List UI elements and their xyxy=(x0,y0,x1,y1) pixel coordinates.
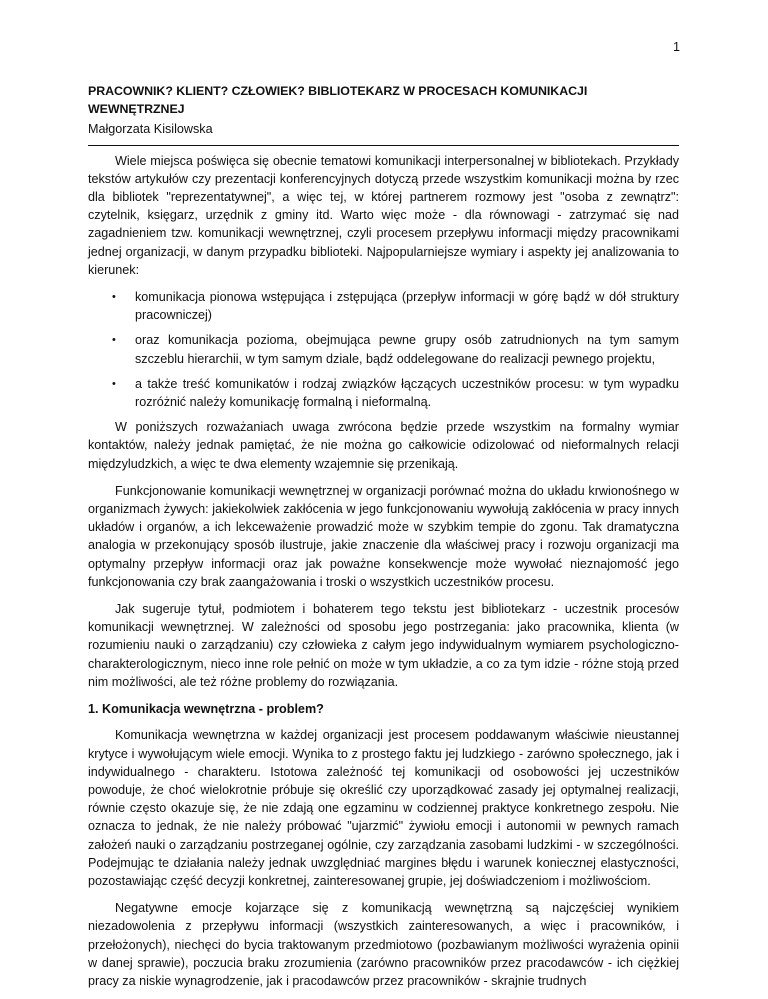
section-heading: 1. Komunikacja wewnętrzna - problem? xyxy=(88,702,324,717)
list-item-text: a także treść komunikatów i rodzaj związków łączących uczestników procesu: w tym wypadku rozróżnić należy komunikację formalną i nieformalną. xyxy=(135,376,679,410)
intro-paragraph: Wiele miejsca poświęca się obecnie tematowi komunikacji interpersonalnej w bibliotekach. Przykłady tekstów artykułów czy prezentacji konferencyjnych dotyczą przede wszystkim komunikacji można by rzec dla bibliotek "reprezentatywnej", a więc tej, w której partnerem rozmowy jest "osoba z zewnątrz": czytelnik, księgarz, urzędnik z gminy itd. Warto więc może - dla równowagi - zatrzymać się nad zagadnieniem tzw. komunikacji wewnętrznej, czyli procesem przepływu informacji między pracownikami jednej organizacji, w danym przypadku biblioteki. Najpopularniejsze wymiary i aspekty jej analizowania to kierunek: xyxy=(88,153,679,277)
bullet-icon: • xyxy=(112,377,116,390)
bullet-icon: • xyxy=(112,334,116,347)
body-paragraph: Funkcjonowanie komunikacji wewnętrznej w organizacji porównać można do układu krwionośnego w organizmach żywych: jakiekolwiek zakłócenia w jego funkcjonowaniu wywołują zakłócenia w pracy innych układów i organów, a ich lekceważenie prowadzić może w szybkim tempie do zgonu. Tak dramatyczna analogia w przekonujący sposób ilustruje, jakie znaczenie dla właściwej pracy i rozwoju organizacji ma optymalny przepływ informacji oraz jak poważne konsekwencje może wywołać nieznajomość jego funkcjonowania czy brak zaangażowania i troski o wszystkich uczestników procesu. xyxy=(88,483,679,589)
list-item xyxy=(88,288,679,324)
author-name: Małgorzata Kisilowska xyxy=(88,122,213,137)
list-item-text: oraz komunikacja pozioma, obejmująca pewne grupy osób zatrudnionych na tym samym szczeblu hierarchii, w tym samym dziale, bądź oddelegowane do realizacji pewnego projektu, xyxy=(135,333,679,366)
document-body xyxy=(88,82,679,999)
body-paragraph: Jak sugeruje tytuł, podmiotem i bohaterem tego tekstu jest bibliotekarz - uczestnik procesów komunikacji wewnętrznej. W zależności od sposobu jego postrzegania: jako pracownika, klienta (w rozumieniu nauki o zarządzaniu) czy człowieka z całym jego indywidualnym wymiarem psychologiczno-charakterologicznym, nieco inne role pełnić on może w tym układzie, a co za tym idzie - różne stoją przed nim możliwości, ale też różne problemy do rozwiązania. xyxy=(88,602,679,689)
bullet-icon: • xyxy=(112,291,116,304)
section-paragraph: Negatywne emocje kojarzące się z komunikacją wewnętrzną są najczęściej wynikiem niezadowolenia z przepływu informacji (wszystkich zainteresowanych, a więc i pracowników, i przełożonych), niechęci do bycia traktowanym przedmiotowo (pozbawianym możliwości wyrażenia opinii w danej sprawie), poczucia braku zrozumienia (zarówno pracowników przez pracodawców - ich ciężkiej pracy za niskie wynagrodzenie, jak i pracodawców przez pracowników - skrajnie trudnych xyxy=(88,901,679,988)
section-paragraph: Komunikacja wewnętrzna w każdej organizacji jest procesem poddawanym właściwie nieustannej krytyce i wywołującym wiele emocji. Wynika to z prostego faktu jej ludzkiego - zarówno społecznego, jak i indywidualnego - charakteru. Istotowa zależność tej komunikacji od osobowości jej uczestników powoduje, że choć wielokrotnie próbuje się określić czy uporządkować zasady jej optymalnej realizacji, równie często okazuje się, że nie zdają one egzaminu w codziennej praktyce konkretnego zespołu. Nie oznacza to jednak, że nie należy próbować "ujarzmić" żywiołu emocji i autonomii w pewnych ramach założeń nauki o zarządzaniu postrzeganej ogólnie, czy zarządzania zasobami ludzkimi - w szczególności. Podejmując te działania należy jednak uwzględniać margines błędu i warunek koniecznej elastyczności, pozostawiając część decyzji konkretnej, zainteresowanej grupie, jej doświadczeniom i możliwościom. xyxy=(88,728,679,888)
title-divider xyxy=(88,145,679,146)
body-paragraph: W poniższych rozważaniach uwaga zwrócona będzie przede wszystkim na formalny wymiar kontaktów, należy jednak pamiętać, że nie można go całkowicie odizolować od nieformalnych relacji międzyludzkich, a więc te dwa elementy wzajemnie się przenikają. xyxy=(88,420,679,471)
list-item xyxy=(88,331,679,367)
article-title: PRACOWNIK? KLIENT? CZŁOWIEK? BIBLIOTEKARZ W PROCESACH KOMUNIKACJI WEWNĘTRZNEJ xyxy=(88,84,588,117)
bullet-list xyxy=(88,288,679,411)
list-item-text: komunikacja pionowa wstępująca i zstępująca (przepływ informacji w górę bądź w dół struktury pracowniczej) xyxy=(135,290,679,323)
list-item xyxy=(88,375,679,411)
page-number: 1 xyxy=(672,40,680,54)
